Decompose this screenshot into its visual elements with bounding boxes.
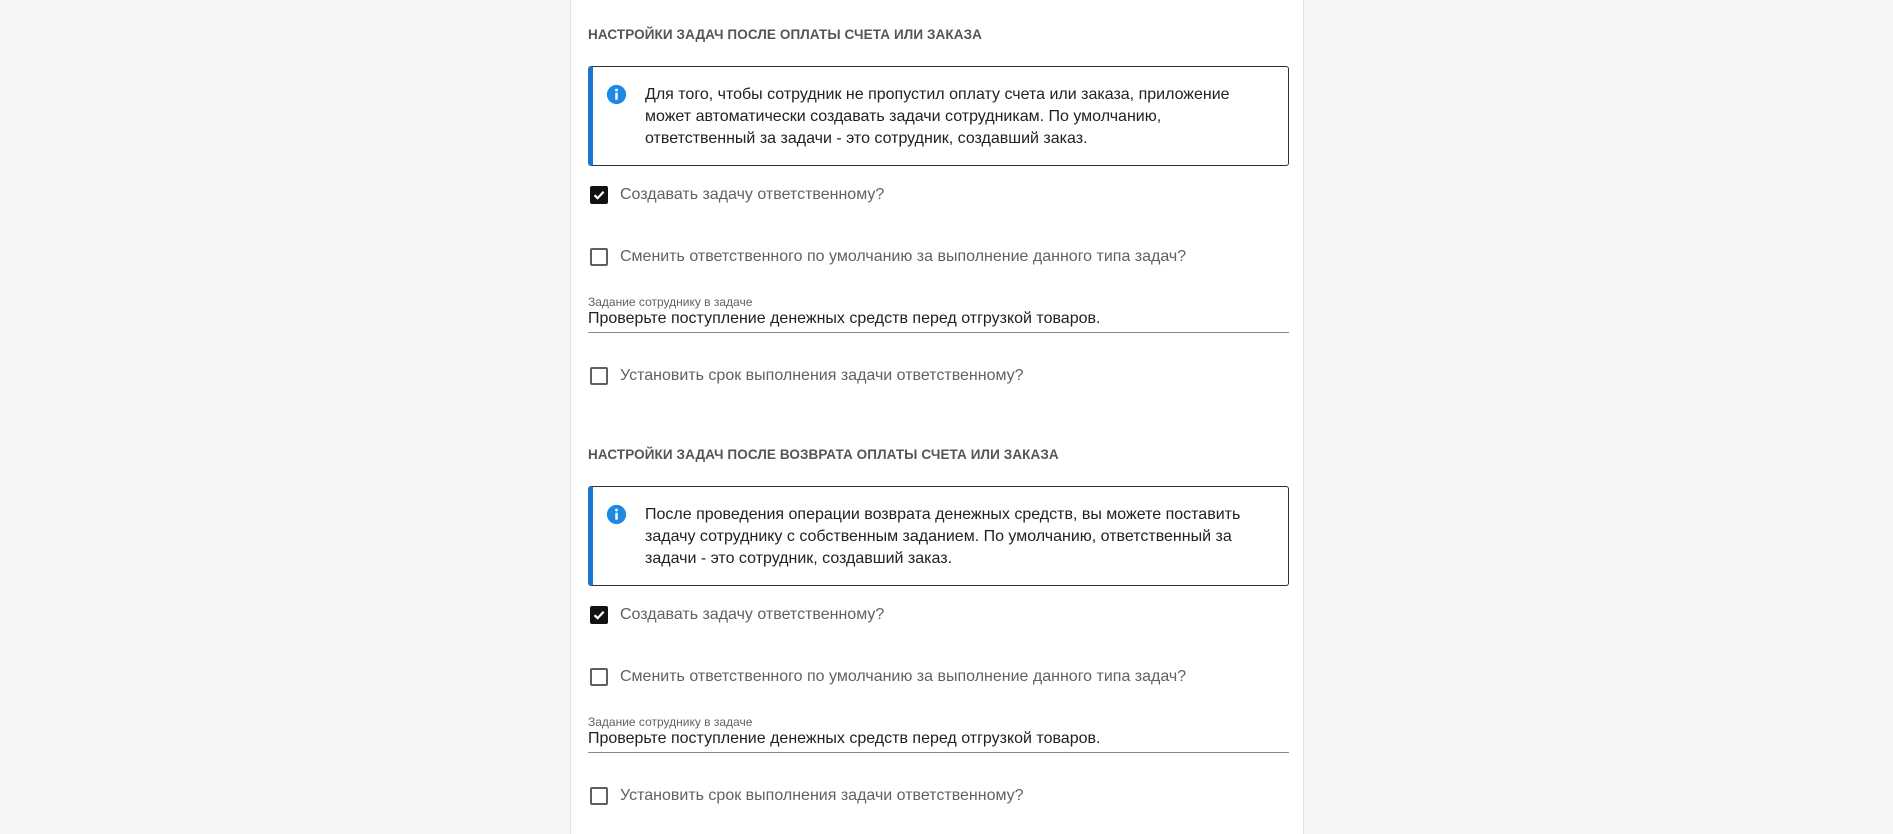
- create-task-label: Создавать задачу ответственному?: [620, 606, 885, 623]
- change-responsible-label: Сменить ответственного по умолчанию за выполнение данного типа задач?: [620, 248, 1187, 265]
- create-task-checkbox[interactable]: [590, 186, 608, 204]
- change-responsible-label: Сменить ответственного по умолчанию за выполнение данного типа задач?: [620, 668, 1187, 685]
- change-responsible-checkbox-row[interactable]: [588, 244, 1186, 270]
- set-deadline-label: Установить срок выполнения задачи ответственному?: [620, 787, 1024, 804]
- set-deadline-checkbox[interactable]: [590, 367, 608, 385]
- set-deadline-checkbox-row[interactable]: [588, 783, 1024, 809]
- change-responsible-checkbox[interactable]: [590, 668, 608, 686]
- info-box: [588, 486, 1289, 586]
- section-title: НАСТРОЙКИ ЗАДАЧ ПОСЛЕ ОПЛАТЫ СЧЕТА ИЛИ ЗАКАЗА: [588, 27, 982, 42]
- info-text: После проведения операции возврата денежных средств, вы можете поставить задачу сотруднику с собственным заданием. По умолчанию, ответственный за задачи - это сотрудник, создавший заказ.: [645, 506, 1241, 567]
- task-assignment-label: Задание сотруднику в задаче: [588, 715, 753, 729]
- check-icon: [592, 188, 606, 202]
- info-icon: [606, 84, 627, 105]
- task-assignment-input[interactable]: [588, 726, 1289, 753]
- set-deadline-label: Установить срок выполнения задачи ответственному?: [620, 367, 1024, 384]
- task-assignment-label: Задание сотруднику в задаче: [588, 295, 753, 309]
- check-icon: [592, 608, 606, 622]
- info-box: [588, 66, 1289, 166]
- info-text: Для того, чтобы сотрудник не пропустил оплату счета или заказа, приложение может автоматически создавать задачи сотрудникам. По умолчанию, ответственный за задачи - это сотрудник, создавший заказ.: [645, 86, 1230, 147]
- set-deadline-checkbox[interactable]: [590, 787, 608, 805]
- settings-panel: [570, 0, 1304, 834]
- create-task-checkbox-row[interactable]: [588, 182, 884, 208]
- section-title: НАСТРОЙКИ ЗАДАЧ ПОСЛЕ ВОЗВРАТА ОПЛАТЫ СЧЕТА ИЛИ ЗАКАЗА: [588, 447, 1059, 462]
- create-task-label: Создавать задачу ответственному?: [620, 186, 885, 203]
- create-task-checkbox[interactable]: [590, 606, 608, 624]
- info-icon: [606, 504, 627, 525]
- change-responsible-checkbox-row[interactable]: [588, 664, 1186, 690]
- change-responsible-checkbox[interactable]: [590, 248, 608, 266]
- set-deadline-checkbox-row[interactable]: [588, 363, 1024, 389]
- create-task-checkbox-row[interactable]: [588, 602, 884, 628]
- task-assignment-input[interactable]: [588, 306, 1289, 333]
